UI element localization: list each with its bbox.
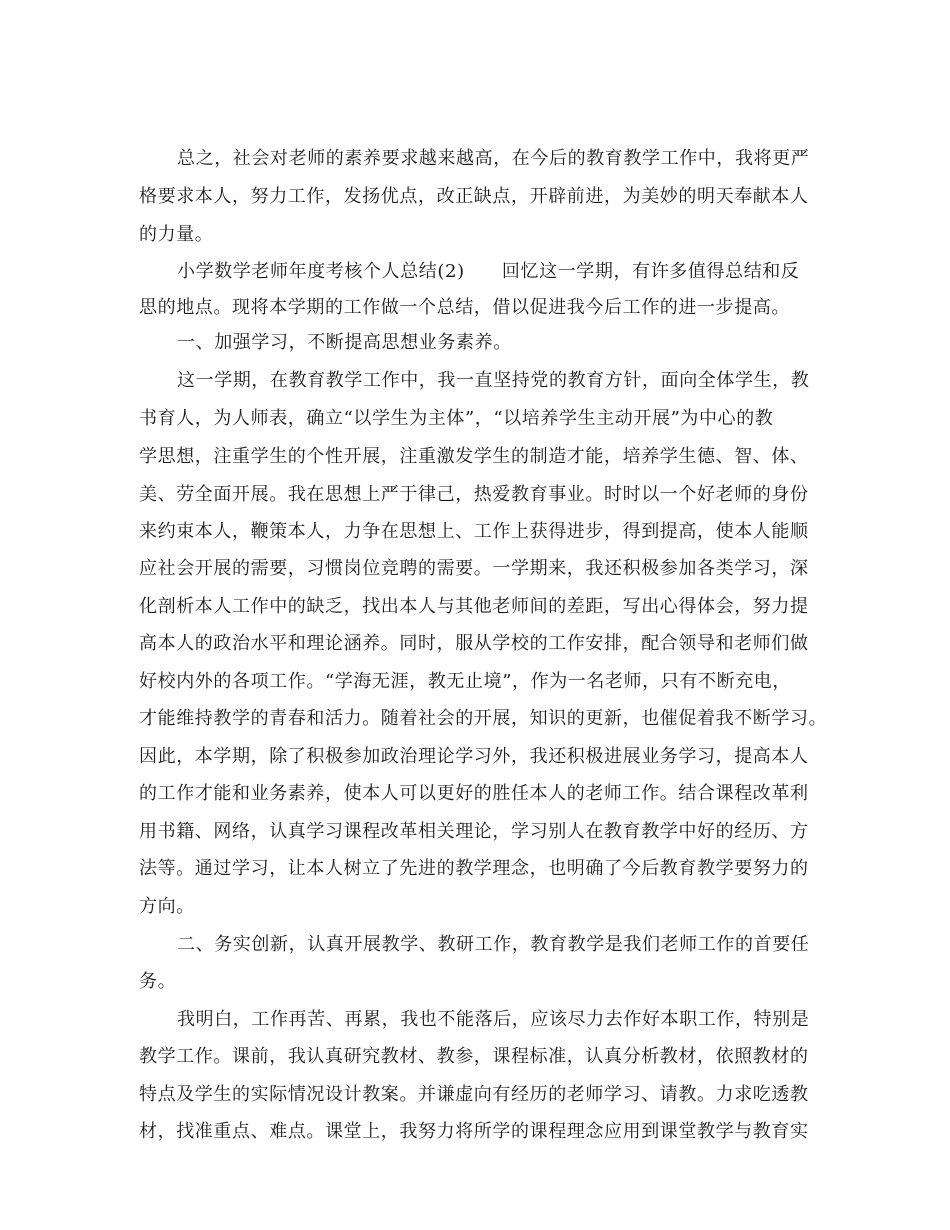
text-line: 用书籍、网络，认真学习课程改革相关理论，学习别人在教育教学中好的经历、方 xyxy=(139,821,809,842)
text-line: 教学工作。课前，我认真研究教材、教参，课程标准，认真分析教材，依照教材的 xyxy=(139,1046,809,1067)
text-line: 方向。 xyxy=(139,896,195,917)
text-line: 格要求本人，努力工作，发扬优点，改正缺点，开辟前进，为美妙的明天奉献本人 xyxy=(139,186,809,207)
text-line: 化剖析本人工作中的缺乏，找出本人与其他老师间的差距，写出心得体会，努力提 xyxy=(139,596,809,617)
text-line: 一、加强学习，不断提高思想业务素养。 xyxy=(177,332,512,353)
text-line: 学思想，注重学生的个性开展，注重激发学生的制造才能，培养学生德、智、体、 xyxy=(139,446,809,467)
text-line: 总之，社会对老师的素养要求越来越高，在今后的教育教学工作中，我将更严 xyxy=(177,148,810,169)
text-line: 才能维持教学的青春和活力。随着社会的开展，知识的更新，也催促着我不断学习。 xyxy=(139,708,828,729)
text-line: 的工作才能和业务素养，使本人可以更好的胜任本人的老师工作。结合课程改革利 xyxy=(139,783,809,804)
text-line: 法等。通过学习，让本人树立了先进的教学理念，也明确了今后教育教学要努力的 xyxy=(139,858,809,879)
text-line: 书育人，为人师表，确立“以学生为主体”，“以培养学生主动开展”为中心的教 xyxy=(139,408,774,429)
text-line: 务。 xyxy=(139,971,177,992)
text-line: 我明白，工作再苦、再累，我也不能落后，应该尽力去作好本职工作，特别是 xyxy=(177,1009,810,1030)
text-line: 好校内外的各项工作。“学海无涯，教无止境”，作为一名老师，只有不断充电， xyxy=(139,671,792,692)
text-line: 因此，本学期，除了积极参加政治理论学习外，我还积极进展业务学习，提高本人 xyxy=(139,746,809,767)
text-line: 高本人的政治水平和理论涵养。同时，服从学校的工作安排，配合领导和老师们做 xyxy=(139,633,809,654)
text-line: 来约束本人，鞭策本人，力争在思想上、工作上获得进步，得到提高，使本人能顺 xyxy=(139,521,809,542)
text-line: 美、劳全面开展。我在思想上严于律己，热爱教育事业。时时以一个好老师的身份 xyxy=(139,484,809,505)
text-line: 的力量。 xyxy=(139,224,214,245)
text-line: 这一学期，在教育教学工作中，我一直坚持党的教育方针，面向全体学生，教 xyxy=(177,370,810,391)
text-line: 小学数学老师年度考核个人总结(2) 回忆这一学期，有许多值得总结和反 xyxy=(177,261,800,282)
text-line: 材，找准重点、难点。课堂上，我努力将所学的课程理念应用到课堂教学与教育实 xyxy=(139,1121,809,1142)
text-line: 思的地点。现将本学期的工作做一个总结，借以促进我今后工作的进一步提高。 xyxy=(139,297,790,318)
text-line: 特点及学生的实际情况设计教案。并谦虚向有经历的老师学习、请教。力求吃透教 xyxy=(139,1084,809,1105)
text-line: 应社会开展的需要，习惯岗位竞聘的需要。一学期来，我还积极参加各类学习，深 xyxy=(139,558,809,579)
text-line: 二、务实创新，认真开展教学、教研工作，教育教学是我们老师工作的首要任 xyxy=(177,934,810,955)
